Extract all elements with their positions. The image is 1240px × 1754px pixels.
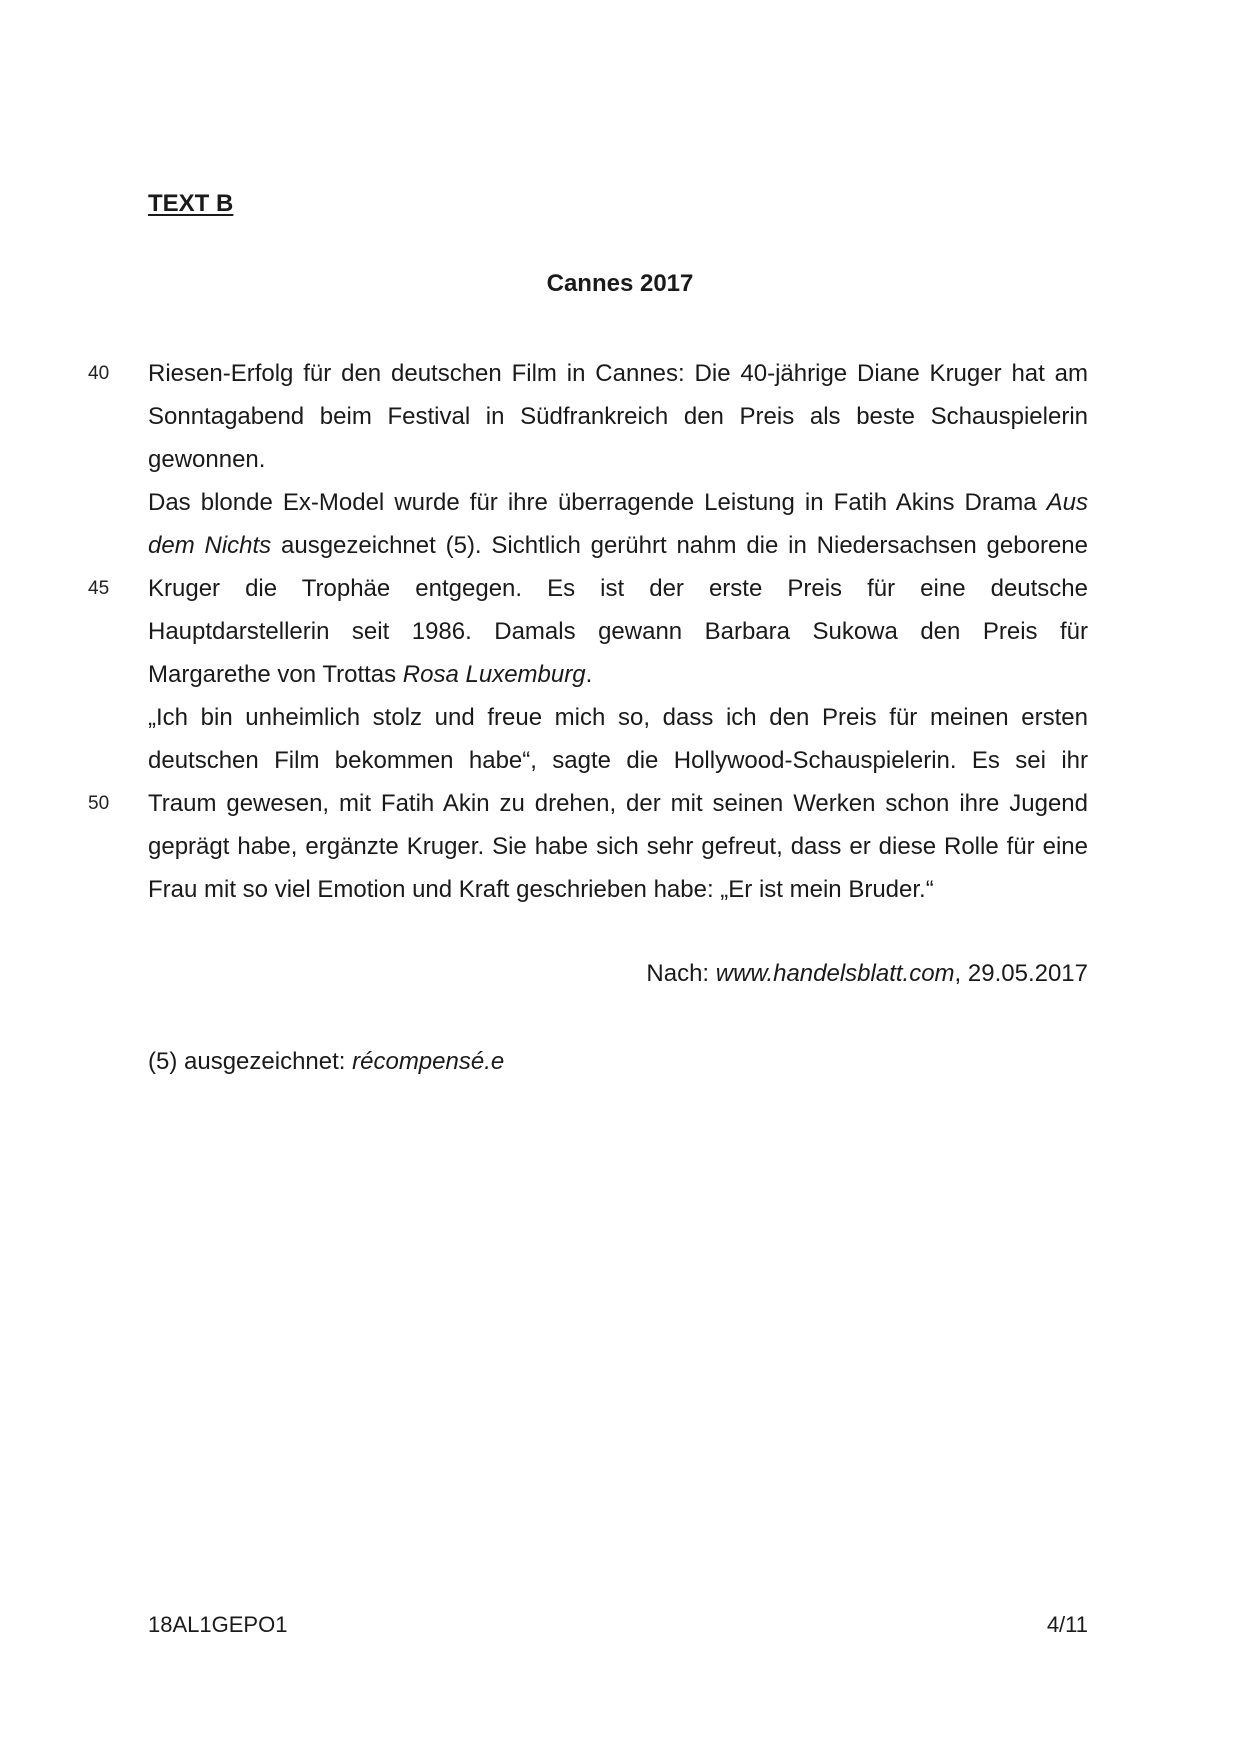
text-line bbox=[148, 868, 1088, 911]
text-line bbox=[148, 395, 1088, 438]
line-text: Traum gewesen, mit Fatih Akin zu drehen, der mit seinen Werken schon ihre Jugend bbox=[148, 790, 1088, 817]
footnote-term: (5) ausgezeichnet: bbox=[148, 1048, 353, 1075]
line-text: Sonntagabend beim Festival in Südfrankreich den Preis als beste Schauspielerin bbox=[148, 403, 1088, 430]
line-text: „Ich bin unheimlich stolz und freue mich so, dass ich den Preis für meinen ersten bbox=[148, 704, 1088, 731]
text-line bbox=[148, 610, 1088, 653]
document-code: 18AL1GEPO1 bbox=[148, 1612, 288, 1637]
film-title: Rosa Luxemburg bbox=[402, 661, 586, 688]
section-label: TEXT B bbox=[148, 190, 234, 217]
line-text: Das blonde Ex-Model wurde für ihre überragende Leistung in Fatih Akins Drama bbox=[148, 489, 1047, 516]
text-line bbox=[148, 696, 1088, 739]
line-text: Riesen-Erfolg für den deutschen Film in Cannes: Die 40-jährige Diane Kruger hat am bbox=[148, 360, 1088, 387]
line-text: Hauptdarstellerin seit 1986. Damals gewann Barbara Sukowa den Preis für bbox=[148, 618, 1088, 645]
film-title-part: dem Nichts bbox=[148, 532, 272, 559]
source-site: www.handelsblatt.com bbox=[715, 960, 955, 987]
line-number: 45 bbox=[88, 578, 110, 599]
text-line bbox=[148, 825, 1088, 868]
line-text: Kruger die Trophäe entgegen. Es ist der erste Preis für eine deutsche bbox=[148, 575, 1088, 602]
line-text: ausgezeichnet (5). Sichtlich gerührt nahm die in Niedersachsen geborene bbox=[271, 532, 1088, 559]
line-number: 40 bbox=[88, 363, 110, 384]
line-text: gewonnen. bbox=[148, 446, 266, 473]
line-text: Margarethe von Trottas bbox=[148, 661, 403, 688]
text-line bbox=[88, 782, 1088, 825]
source-citation bbox=[646, 952, 1088, 995]
source-prefix: Nach: bbox=[646, 960, 716, 987]
source-date: , 29.05.2017 bbox=[954, 960, 1088, 987]
text-line bbox=[148, 438, 1088, 481]
article-body bbox=[88, 352, 1088, 911]
line-text: Frau mit so viel Emotion und Kraft geschrieben habe: „Er ist mein Bruder.“ bbox=[148, 876, 934, 903]
text-line bbox=[88, 567, 1088, 610]
film-title-part: Aus bbox=[1046, 489, 1088, 516]
footnote-translation: récompensé.e bbox=[352, 1048, 505, 1075]
article-title: Cannes 2017 bbox=[546, 270, 694, 297]
text-line bbox=[88, 352, 1088, 395]
page-number: 4/11 bbox=[1046, 1612, 1088, 1637]
line-text: geprägt habe, ergänzte Kruger. Sie habe sich sehr gefreut, dass er diese Rolle für eine bbox=[148, 833, 1088, 860]
line-text: . bbox=[585, 661, 593, 688]
text-line bbox=[148, 524, 1088, 567]
text-line bbox=[148, 653, 1088, 696]
line-text: deutschen Film bekommen habe“, sagte die Hollywood-Schauspielerin. Es sei ihr bbox=[148, 747, 1088, 774]
line-number: 50 bbox=[88, 793, 110, 814]
text-line bbox=[148, 481, 1088, 524]
footnote bbox=[148, 1040, 504, 1083]
text-line bbox=[148, 739, 1088, 782]
